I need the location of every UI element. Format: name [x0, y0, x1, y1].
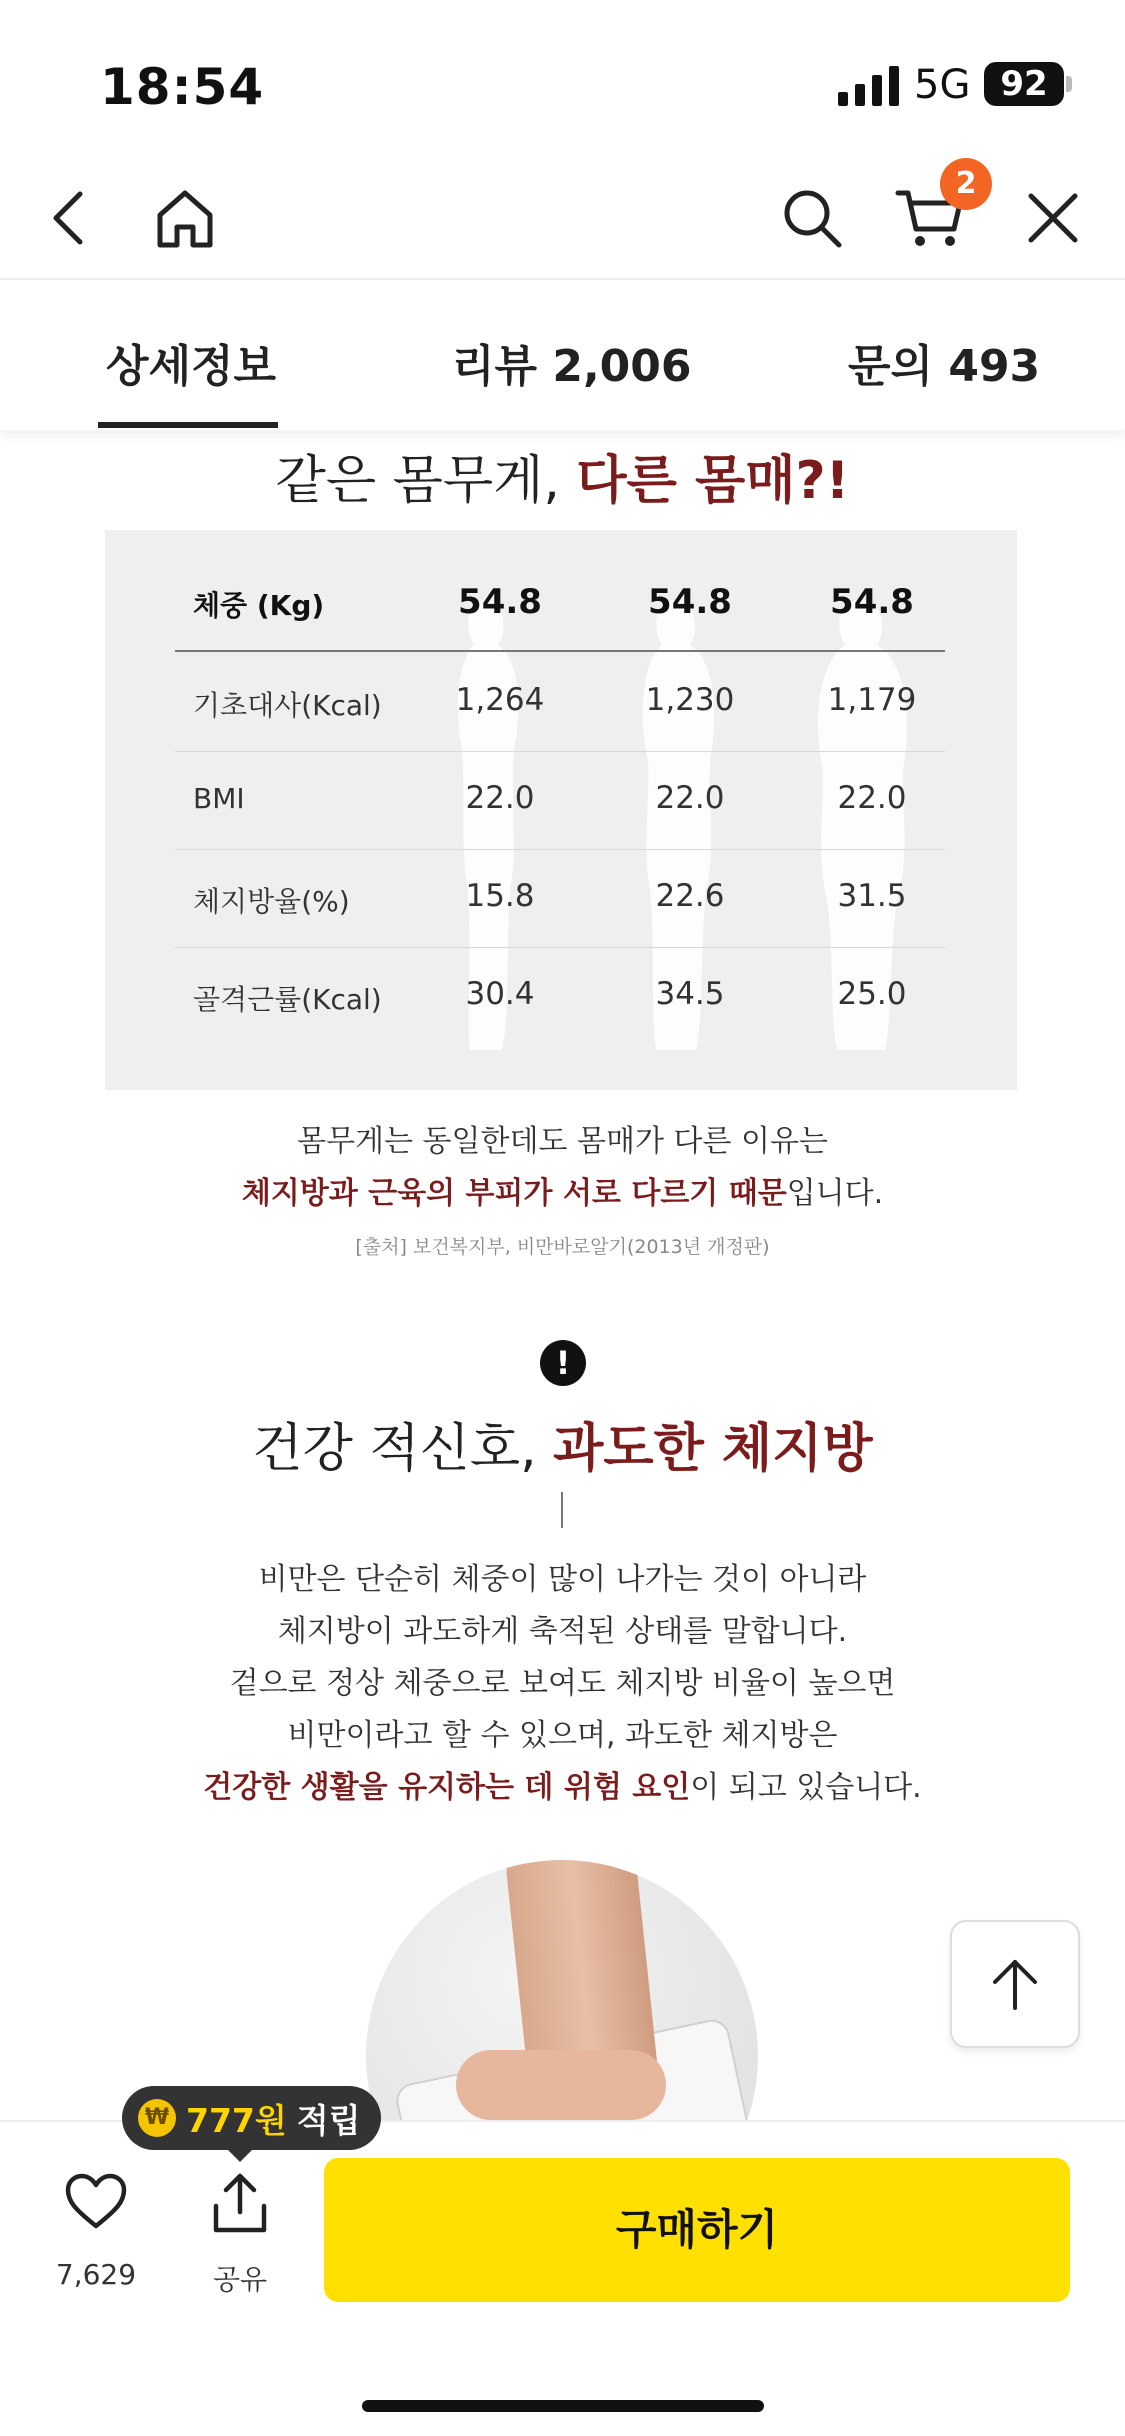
- desc-line: [0, 1168, 1125, 1220]
- vertical-divider: [561, 1492, 563, 1528]
- close-button[interactable]: [1013, 178, 1093, 258]
- row-value: 25.0: [837, 976, 907, 1012]
- row-value: 1,230: [645, 682, 735, 718]
- row-value: 1,264: [455, 682, 545, 718]
- row-label: 골격근률(Kcal): [193, 983, 382, 1016]
- row-value: 22.6: [655, 878, 725, 914]
- search-button[interactable]: [772, 178, 852, 258]
- home-indicator: [362, 2400, 764, 2412]
- row-value: 1,179: [827, 682, 917, 718]
- desc-end: 이 되고 있습니다.: [690, 1770, 922, 1805]
- title-accent: 과도한 체지방: [553, 1419, 873, 1479]
- tab-bar: [0, 282, 1125, 430]
- section2-title: [0, 1406, 1125, 1481]
- desc-accent: 체지방과 근육의 부피가 서로 다르기 때문: [241, 1176, 787, 1211]
- bottom-action-bar: [0, 2120, 1125, 2436]
- scroll-top-button[interactable]: [950, 1920, 1080, 2048]
- title-plain: 건강 적신호,: [252, 1419, 554, 1479]
- desc-line: 몸무게는 동일한데도 몸매가 다른 이유는: [297, 1124, 828, 1159]
- tooltip-arrow: [226, 2148, 254, 2162]
- home-icon: [152, 185, 218, 251]
- battery-icon: 92: [984, 62, 1064, 106]
- body-composition-table: [105, 530, 1017, 1090]
- points-amount: 777원: [186, 2100, 287, 2140]
- desc-line: 비만이라고 할 수 있으며, 과도한 체지방은: [287, 1718, 838, 1753]
- search-icon: [779, 185, 845, 251]
- status-time: 18:54: [100, 58, 265, 116]
- header-value: 54.8: [648, 582, 732, 622]
- points-label: 적립: [296, 2100, 361, 2140]
- tab-reviews[interactable]: 리뷰 2,006: [452, 341, 692, 392]
- product-detail-content: [0, 430, 1125, 2120]
- table-row: [175, 752, 945, 850]
- title-plain: 같은 몸무게,: [275, 451, 577, 511]
- row-value: 22.0: [837, 780, 907, 816]
- row-value: 22.0: [465, 780, 535, 816]
- heart-icon: [64, 2172, 128, 2232]
- like-count: 7,629: [55, 2258, 137, 2291]
- table-header-row: [175, 554, 945, 652]
- tab-inquiries[interactable]: 문의 493: [848, 341, 1041, 392]
- row-value: 34.5: [655, 976, 725, 1012]
- cart-count-badge: 2: [940, 158, 992, 210]
- desc-line: 비만은 단순히 체중이 많이 나가는 것이 아니라: [258, 1562, 867, 1597]
- won-coin-icon: ₩: [138, 2099, 176, 2137]
- share-icon: [210, 2170, 270, 2236]
- close-icon: [1023, 188, 1083, 248]
- signal-icon: [838, 66, 900, 106]
- header-label: 체중 (Kg): [193, 589, 325, 622]
- back-button[interactable]: [28, 178, 108, 258]
- section1-title: [0, 438, 1125, 513]
- scale-photo: [366, 1860, 758, 2120]
- tab-active-indicator: [98, 422, 278, 428]
- section2-description: [0, 1554, 1125, 1814]
- header-value: 54.8: [458, 582, 542, 622]
- buy-button[interactable]: 구매하기: [324, 2158, 1070, 2302]
- network-label: 5G: [914, 62, 971, 108]
- row-label: BMI: [193, 782, 245, 815]
- table-row: [175, 850, 945, 948]
- row-label: 체지방율(%): [193, 885, 350, 918]
- desc-line: 겉으로 정상 체중으로 보여도 체지방 비율이 높으면: [229, 1666, 896, 1701]
- title-accent: 다른 몸매?!: [576, 451, 850, 511]
- table-row: [175, 948, 945, 1046]
- row-value: 15.8: [465, 878, 535, 914]
- source-note: [출처] 보건복지부, 비만바로알기(2013년 개정판): [355, 1236, 770, 1258]
- desc-line: 체지방이 과도하게 축적된 상태를 말합니다.: [277, 1614, 848, 1649]
- desc-end: 입니다.: [786, 1176, 884, 1211]
- tab-details[interactable]: 상세정보: [106, 341, 277, 392]
- share-button[interactable]: [200, 2170, 280, 2270]
- row-value: 22.0: [655, 780, 725, 816]
- desc-accent: 건강한 생활을 유지하는 데 위험 요인: [203, 1770, 691, 1805]
- status-bar: [0, 0, 1125, 150]
- desc-line: [0, 1762, 1125, 1814]
- foot-shape: [456, 2050, 666, 2120]
- row-value: 31.5: [837, 878, 907, 914]
- section1-description: [0, 1116, 1125, 1220]
- row-label: 기초대사(Kcal): [193, 689, 382, 722]
- table-row: [175, 654, 945, 752]
- header-value: 54.8: [830, 582, 914, 622]
- share-label: 공유: [212, 2263, 268, 2296]
- row-value: 30.4: [465, 976, 535, 1012]
- like-button[interactable]: [50, 2172, 142, 2272]
- back-icon: [46, 188, 90, 248]
- home-button[interactable]: [145, 178, 225, 258]
- exclamation-icon: !: [540, 1340, 586, 1386]
- points-tooltip: [122, 2086, 381, 2150]
- arrow-up-icon: [985, 1954, 1045, 2014]
- battery-nub: [1066, 76, 1072, 92]
